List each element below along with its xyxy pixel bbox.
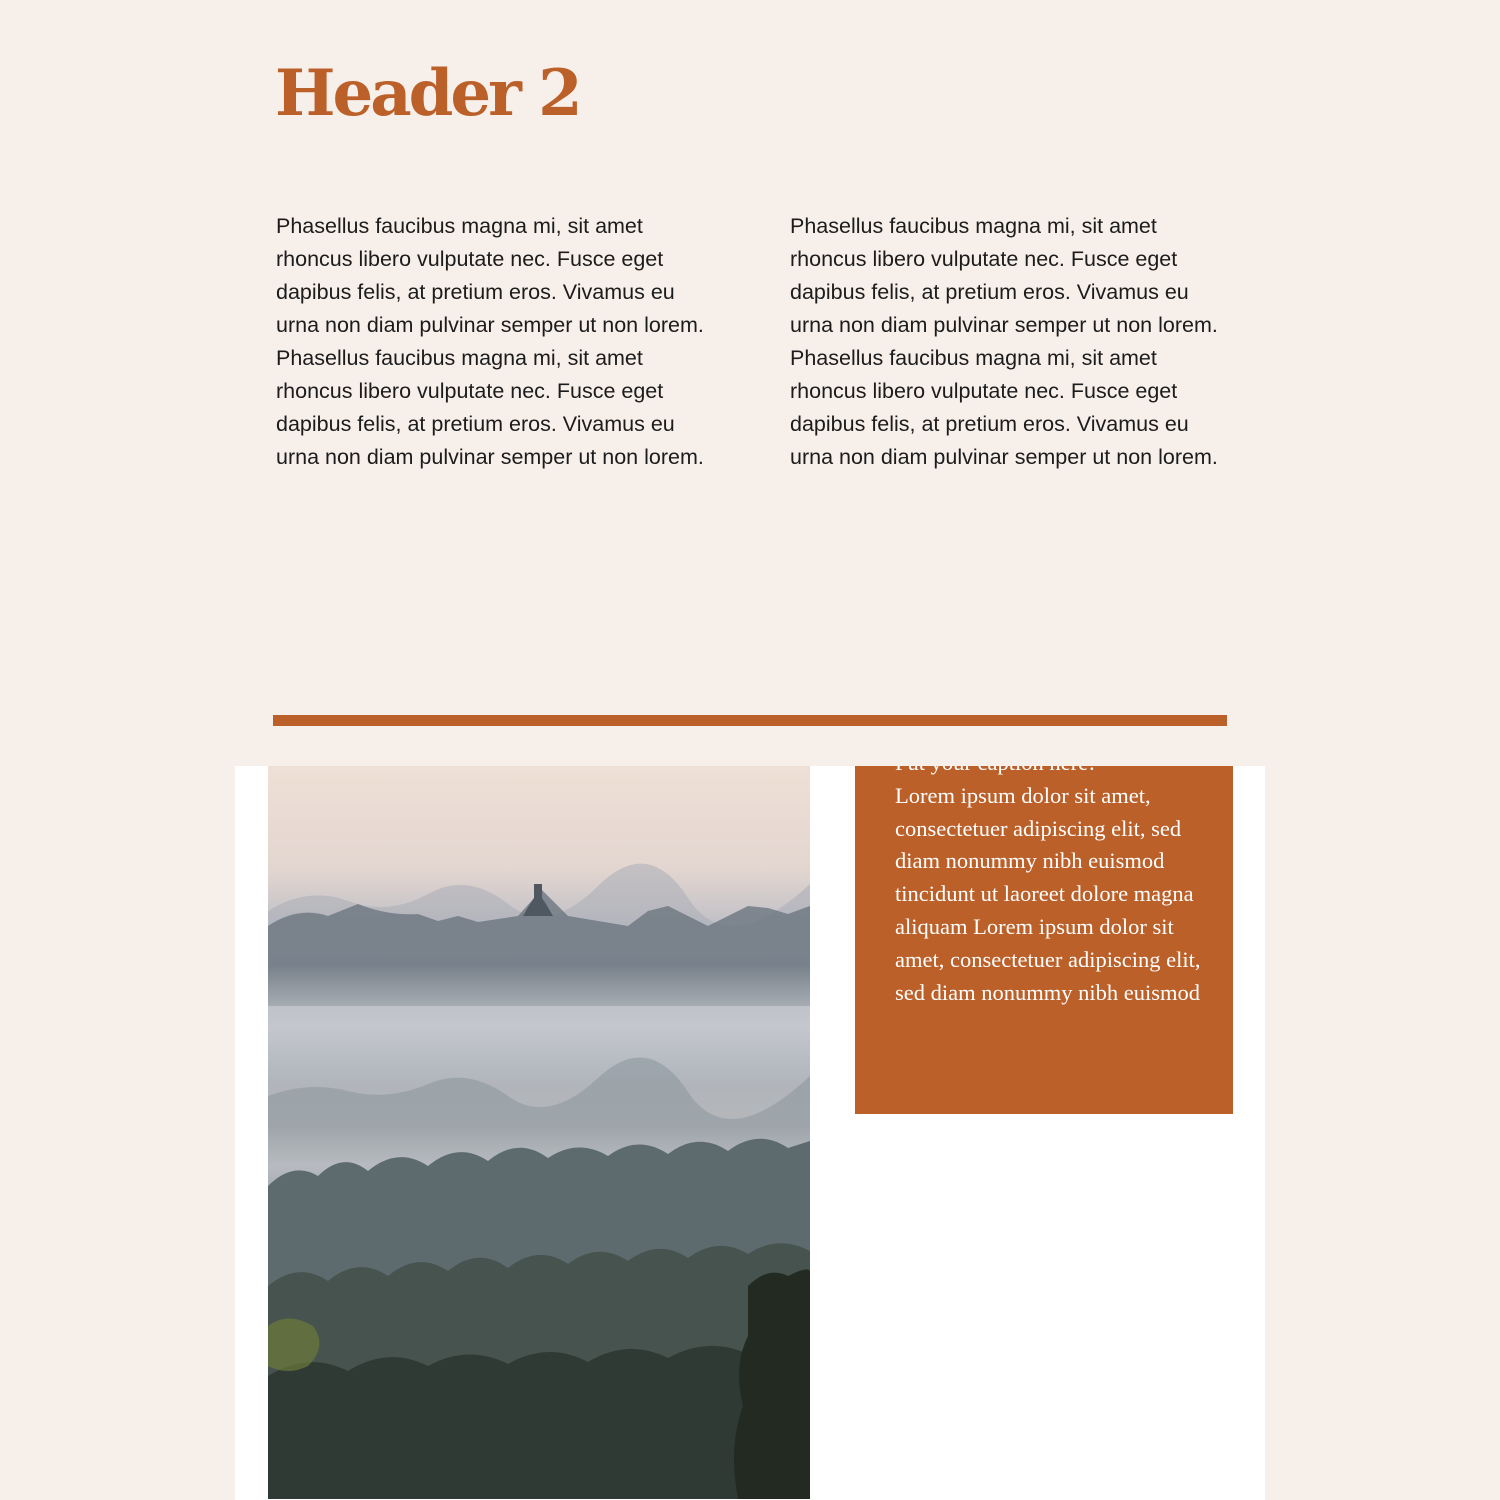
caption-body: Lorem ipsum dolor sit amet, consectetuer adipiscing elit, sed diam nonummy nibh euismod tincidunt ut laoreet dolore magna aliquam Lorem ipsum dolor sit amet, consectetuer adipiscing elit, sed diam nonummy nibh euismod — [895, 782, 1201, 1005]
paragraph: Phasellus faucibus magna mi, sit amet rhoncus libero vulputate nec. Fusce eget dapibus felis, at pretium eros. Vivamus eu urna non diam pulvinar semper ut non lorem. — [790, 346, 1218, 469]
paragraph: Phasellus faucibus magna mi, sit amet rhoncus libero vulputate nec. Fusce eget dapibus felis, at pretium eros. Vivamus eu urna non diam pulvinar semper ut non lorem. — [276, 346, 704, 469]
page-header: Header 2 — [275, 56, 580, 131]
misty-temple-forest-image — [268, 766, 810, 1499]
landscape-photo — [268, 766, 810, 1499]
caption-box — [855, 740, 1233, 1114]
paragraph: Phasellus faucibus magna mi, sit amet rhoncus libero vulputate nec. Fusce eget dapibus felis, at pretium eros. Vivamus eu urna non diam pulvinar semper ut non lorem. — [790, 214, 1218, 337]
section-divider — [273, 715, 1227, 726]
paragraph: Phasellus faucibus magna mi, sit amet rhoncus libero vulputate nec. Fusce eget dapibus felis, at pretium eros. Vivamus eu urna non diam pulvinar semper ut non lorem. — [276, 214, 704, 337]
text-column-right — [790, 210, 1220, 474]
text-column-left — [276, 210, 706, 474]
section-gap — [235, 726, 1265, 766]
